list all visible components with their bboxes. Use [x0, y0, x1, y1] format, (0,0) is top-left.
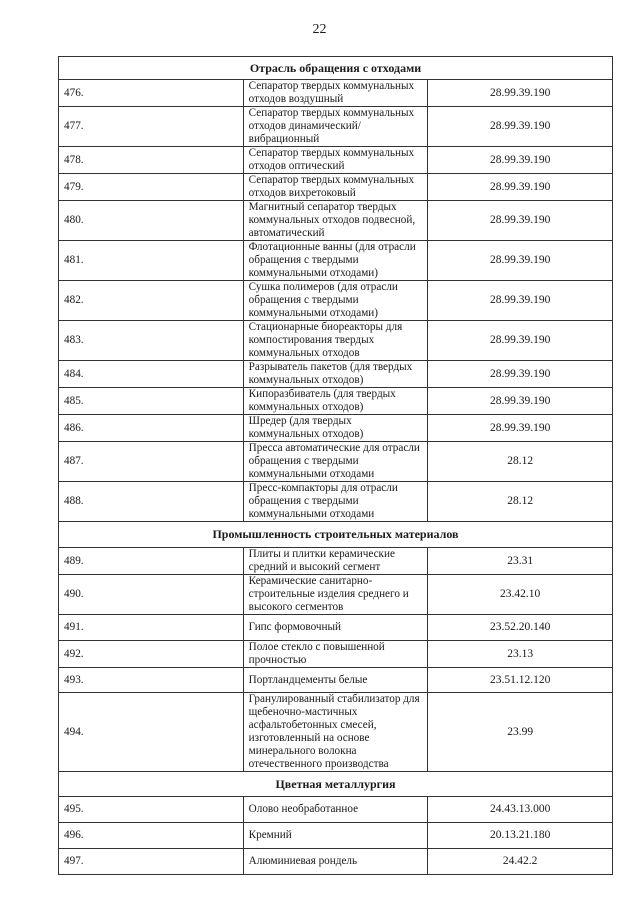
row-code: 28.99.39.190	[428, 321, 613, 361]
row-name: Полое стекло с повышенной прочностью	[243, 641, 428, 668]
row-code: 23.31	[428, 548, 613, 575]
page-number: 22	[312, 22, 327, 37]
row-number: 492.	[59, 641, 244, 668]
row-name: Плиты и плитки керамические средний и высокий сегмент	[243, 548, 428, 575]
table-row	[59, 147, 613, 174]
row-name: Гранулированный стабилизатор для щебеночно-мастичных асфальтобетонных смесей, изготовленный на основе минерального волокна отечественного производства	[243, 693, 428, 772]
table-row	[59, 361, 613, 388]
row-code: 28.99.39.190	[428, 415, 613, 442]
row-number: 487.	[59, 442, 244, 482]
row-name: Сушка полимеров (для отрасли обращения с твердыми коммунальными отходами)	[243, 281, 428, 321]
row-code: 24.42.2	[428, 849, 613, 875]
row-name: Шредер (для твердых коммунальных отходов)	[243, 415, 428, 442]
row-number: 489.	[59, 548, 244, 575]
table-row	[59, 641, 613, 668]
row-name: Керамические санитарно-строительные изделия среднего и высокого сегментов	[243, 575, 428, 615]
row-name: Пресс-компакторы для отрасли обращения с твердыми коммунальными отходами	[243, 482, 428, 522]
table-row	[59, 281, 613, 321]
row-number: 485.	[59, 388, 244, 415]
row-code: 20.13.21.180	[428, 823, 613, 849]
row-number: 478.	[59, 147, 244, 174]
section-header-row	[59, 522, 613, 548]
row-name: Кипоразбиватель (для твердых коммунальных отходов)	[243, 388, 428, 415]
table-row	[59, 823, 613, 849]
row-code: 28.99.39.190	[428, 361, 613, 388]
row-name: Олово необработанное	[243, 797, 428, 823]
row-code: 23.42.10	[428, 575, 613, 615]
row-code: 28.99.39.190	[428, 174, 613, 201]
row-number: 491.	[59, 615, 244, 641]
section-header-row	[59, 772, 613, 797]
table-row	[59, 107, 613, 147]
row-name: Флотационные ванны (для отрасли обращения с твердыми коммунальными отходами)	[243, 241, 428, 281]
row-number: 483.	[59, 321, 244, 361]
row-code: 23.51.12.120	[428, 668, 613, 693]
row-code: 28.99.39.190	[428, 241, 613, 281]
row-name: Сепаратор твердых коммунальных отходов воздушный	[243, 80, 428, 107]
table-row	[59, 668, 613, 693]
row-name: Пресса автоматические для отрасли обращения с твердыми коммунальными отходами	[243, 442, 428, 482]
row-code: 23.99	[428, 693, 613, 772]
row-number: 497.	[59, 849, 244, 875]
table-row	[59, 797, 613, 823]
row-code: 28.99.39.190	[428, 80, 613, 107]
row-code: 24.43.13.000	[428, 797, 613, 823]
row-name: Гипс формовочный	[243, 615, 428, 641]
table-row	[59, 241, 613, 281]
section-title: Цветная металлургия	[59, 772, 613, 797]
row-name: Стационарные биореакторы для компостирования твердых коммунальных отходов	[243, 321, 428, 361]
row-code: 28.12	[428, 442, 613, 482]
row-name: Сепаратор твердых коммунальных отходов оптический	[243, 147, 428, 174]
row-number: 488.	[59, 482, 244, 522]
table-row	[59, 849, 613, 875]
row-name: Портландцементы белые	[243, 668, 428, 693]
row-number: 496.	[59, 823, 244, 849]
row-name: Магнитный сепаратор твердых коммунальных отходов подвесной, автоматический	[243, 201, 428, 241]
table-row	[59, 321, 613, 361]
table-row	[59, 482, 613, 522]
table-row	[59, 615, 613, 641]
row-number: 494.	[59, 693, 244, 772]
row-name: Сепаратор твердых коммунальных отходов динамический/вибрационный	[243, 107, 428, 147]
row-code: 28.12	[428, 482, 613, 522]
table-row	[59, 174, 613, 201]
row-number: 495.	[59, 797, 244, 823]
row-name: Кремний	[243, 823, 428, 849]
table-row	[59, 201, 613, 241]
table-row	[59, 442, 613, 482]
row-code: 28.99.39.190	[428, 147, 613, 174]
table-row	[59, 575, 613, 615]
row-code: 28.99.39.190	[428, 281, 613, 321]
row-name: Алюминиевая рондель	[243, 849, 428, 875]
table-row	[59, 80, 613, 107]
row-number: 479.	[59, 174, 244, 201]
row-code: 23.52.20.140	[428, 615, 613, 641]
row-number: 480.	[59, 201, 244, 241]
row-number: 493.	[59, 668, 244, 693]
row-number: 486.	[59, 415, 244, 442]
row-name: Разрыватель пакетов (для твердых коммунальных отходов)	[243, 361, 428, 388]
row-number: 482.	[59, 281, 244, 321]
row-number: 477.	[59, 107, 244, 147]
row-code: 28.99.39.190	[428, 388, 613, 415]
table-row	[59, 415, 613, 442]
row-code: 28.99.39.190	[428, 201, 613, 241]
row-number: 490.	[59, 575, 244, 615]
row-code: 23.13	[428, 641, 613, 668]
section-header-row	[59, 57, 613, 80]
section-title: Отрасль обращения с отходами	[59, 57, 613, 80]
table-row	[59, 388, 613, 415]
products-table	[58, 56, 613, 875]
row-number: 476.	[59, 80, 244, 107]
table-row	[59, 548, 613, 575]
section-title: Промышленность строительных материалов	[59, 522, 613, 548]
row-name: Сепаратор твердых коммунальных отходов вихретоковый	[243, 174, 428, 201]
row-number: 484.	[59, 361, 244, 388]
row-number: 481.	[59, 241, 244, 281]
table-row	[59, 693, 613, 772]
row-code: 28.99.39.190	[428, 107, 613, 147]
